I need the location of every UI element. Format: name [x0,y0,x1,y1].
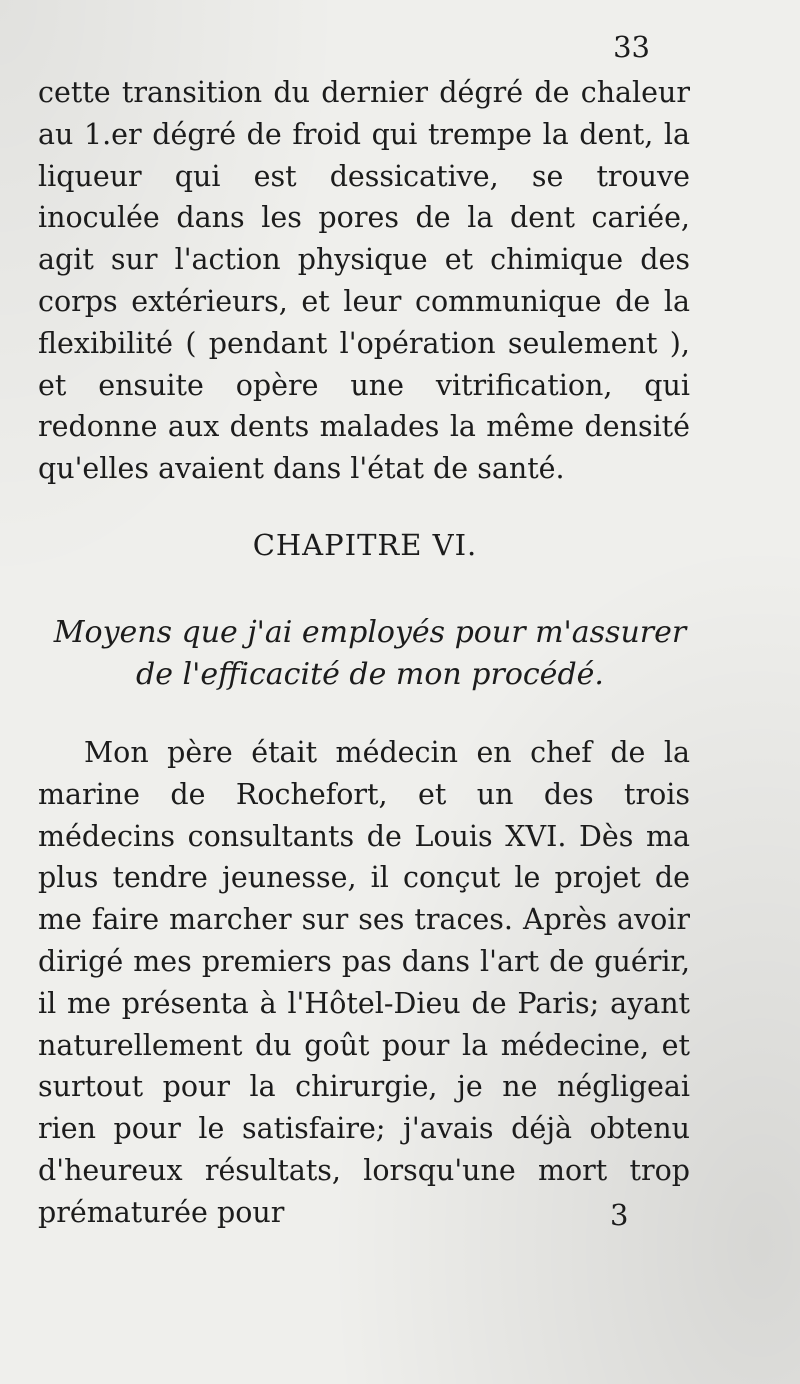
paragraph-continued [38,72,690,490]
chapter-title: CHAPITRE VI. [252,528,478,562]
paragraph-body [38,732,690,1234]
paragraph-text: Mon père était médecin en chef de la marine de Rochefort, et un des trois médecins consultants de Louis XVI. Dès ma plus tendre jeunesse, il conçut le projet de me faire marcher sur ses traces. Après avoir dirigé mes premiers pas dans l'art de guérir, il me présenta à l'Hôtel-Dieu de Paris; ayant naturellement du goût pour la médecine, et surtout pour la chirurgie, je ne négligeai rien pour le satisfaire; j'avais déjà obtenu d'heureux résultats, lorsqu'une mort trop prématurée pour [38,736,690,1229]
page-number: 33 [613,30,650,64]
paragraph-text: cette transition du dernier dégré de chaleur au 1.er dégré de froid qui trempe la dent, la liqueur qui est dessicative, se trouve inoculée dans les pores de la dent cariée, agit sur l'action physique et chimique des corps extérieurs, et leur communique de la flexibilité ( pendant l'opération seulement ), et ensuite opère une vitrification, qui redonne aux dents malades la même densité qu'elles avaient dans l'état de santé. [38,76,690,486]
chapter-subtitle: Moyens que j'ai employés pour m'assurer de l'efficacité de mon procédé. [53,615,687,692]
signature-mark: 3 [610,1198,629,1232]
